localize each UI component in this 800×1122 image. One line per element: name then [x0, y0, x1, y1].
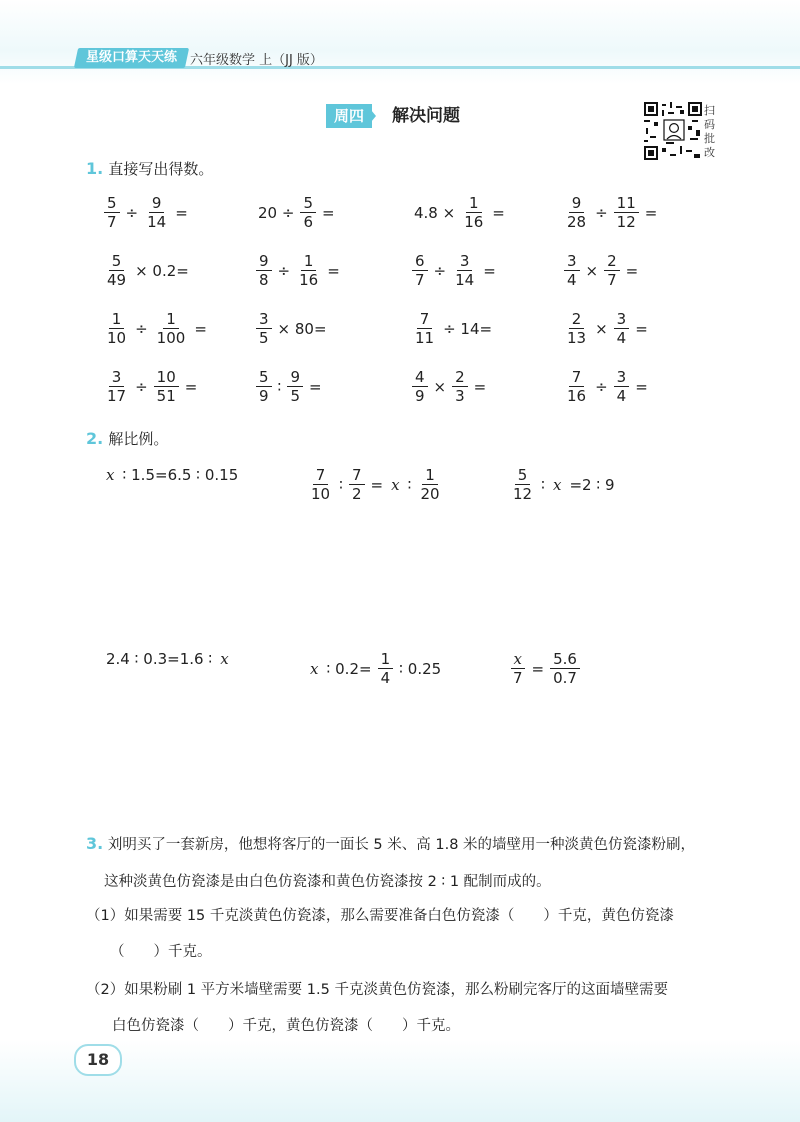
numerator: 1 [301, 252, 317, 271]
question-text: 直接写出得数。 [108, 160, 214, 178]
page-number: 18 [74, 1044, 122, 1076]
operator-text: = [194, 319, 207, 338]
fraction [550, 650, 580, 687]
denominator: 12 [513, 485, 533, 503]
operator-text: ÷ [595, 203, 608, 222]
operator-text: = [492, 203, 505, 222]
numerator: 3 [256, 310, 272, 329]
denominator: 12 [616, 213, 636, 231]
numerator: 5 [109, 252, 125, 271]
fraction [349, 466, 365, 503]
denominator: 49 [107, 271, 127, 289]
fraction [510, 466, 535, 503]
question-3-part-2: （2）如果粉刷 1 平方米墙壁需要 1.5 千克淡黄色仿瓷漆，那么粉刷完客厅的这面墙壁需要 [86, 982, 668, 998]
question-2-heading [86, 428, 168, 449]
fraction [412, 252, 428, 289]
question-3-line-1 [86, 834, 695, 855]
operator-text: = [184, 377, 198, 396]
denominator: 7 [415, 271, 425, 289]
numerator: 5 [300, 194, 316, 213]
denominator: 8 [259, 271, 269, 289]
denominator: 16 [464, 213, 484, 231]
denominator: 5 [259, 329, 269, 347]
fraction [510, 650, 526, 687]
denominator: 17 [107, 387, 127, 405]
variable-x: x [220, 650, 229, 668]
operator-text: ÷ [125, 203, 139, 222]
fraction [564, 368, 589, 405]
calc-item [254, 194, 339, 231]
calc-item [410, 310, 496, 347]
fraction [144, 194, 169, 231]
operator-text: 20 ÷ [258, 203, 295, 222]
operator-text: = [635, 319, 648, 338]
operator-text: × [595, 319, 608, 338]
numerator: 11 [614, 194, 639, 213]
fraction [452, 368, 468, 405]
brand-label: 星级口算天天练 [86, 50, 178, 65]
denominator: 11 [415, 329, 435, 347]
numerator: 6 [412, 252, 428, 271]
denominator: 7 [607, 271, 617, 289]
operator-text: ÷ [433, 261, 447, 280]
operator-text: ÷ [135, 319, 148, 338]
fraction [296, 252, 321, 289]
proportion-item [102, 466, 242, 484]
question-3-part-1: （1）如果需要 15 千克淡黄色仿瓷漆，那么需要准备白色仿瓷漆（ ）千克，黄色仿瓷漆 [86, 908, 674, 924]
denominator: 100 [156, 329, 186, 347]
numerator: 10 [154, 368, 179, 387]
fraction [378, 650, 394, 687]
denominator: 20 [420, 485, 440, 503]
fraction [104, 194, 120, 231]
qr-label: 扫码批改 [704, 104, 715, 159]
numerator: 5 [256, 368, 272, 387]
operator-text: ÷ [277, 261, 291, 280]
operator-text: ÷ [135, 377, 148, 396]
question-number: 2. [86, 429, 104, 448]
fraction [256, 252, 272, 289]
operator-text: = [644, 203, 658, 222]
fraction [300, 194, 316, 231]
question-3-part-1-cont: （ ）千克。 [110, 944, 212, 960]
variable-x: x [106, 466, 115, 484]
calc-item [410, 194, 509, 231]
numerator: 1 [466, 194, 482, 213]
fraction [154, 368, 179, 405]
fraction [461, 194, 486, 231]
operator-text: ÷ [595, 377, 608, 396]
question-3-line-2: 这种淡黄色仿瓷漆是由白色仿瓷漆和黄色仿瓷漆按 2 ∶ 1 配制而成的。 [104, 874, 551, 890]
denominator: 9 [259, 387, 269, 405]
denominator: 5 [290, 387, 300, 405]
operator-text: = [635, 377, 648, 396]
question-number: 1. [86, 159, 104, 178]
fraction [104, 310, 129, 347]
operator-text: ÷ 14= [443, 319, 493, 338]
numerator: x [511, 650, 525, 669]
denominator: 4 [380, 669, 391, 687]
fraction [564, 252, 580, 289]
operator-text: ∶ 1.5=6.5 ∶ 0.15 [122, 466, 239, 484]
numerator: 3 [457, 252, 473, 271]
calc-item [102, 368, 201, 405]
numerator: 1 [163, 310, 179, 329]
numerator: 4 [412, 368, 428, 387]
numerator: 7 [349, 466, 365, 485]
operator-text: = [309, 377, 322, 396]
denominator: 0.7 [553, 669, 577, 687]
numerator: 2 [452, 368, 468, 387]
question-number: 3. [86, 834, 104, 853]
denominator: 28 [567, 213, 587, 231]
fraction [614, 368, 630, 405]
calc-item [410, 252, 500, 289]
variable-x: x [391, 475, 400, 494]
question-text: 刘明买了一套新房，他想将客厅的一面长 5 米、高 1.8 米的墙壁用一种淡黄色仿瓷漆粉刷， [107, 837, 696, 853]
denominator: 13 [567, 329, 587, 347]
numerator: 3 [564, 252, 580, 271]
numerator: 3 [614, 368, 630, 387]
proportion-item [306, 466, 445, 503]
operator-text: = [175, 203, 188, 222]
brand-badge [74, 48, 189, 68]
numerator: 2 [569, 310, 585, 329]
calc-item [254, 310, 331, 347]
operator-text: = [473, 377, 487, 396]
operator-text: ∶ [277, 377, 282, 396]
fraction [614, 194, 639, 231]
proportion-item [508, 466, 619, 503]
fraction [564, 194, 589, 231]
numerator: 5 [104, 194, 120, 213]
grade-label: 六年级数学 上（JJ 版） [190, 53, 323, 68]
fraction [604, 252, 620, 289]
variable-x: x [553, 475, 562, 494]
fraction [614, 310, 630, 347]
calc-item [562, 368, 652, 405]
numerator: 5.6 [550, 650, 580, 669]
question-3-part-2-cont: 白色仿瓷漆（ ）千克，黄色仿瓷漆（ ）千克。 [112, 1018, 460, 1034]
calc-item [102, 252, 193, 289]
day-badge-arrow-icon [366, 104, 376, 128]
operator-text: 4.8 × [414, 203, 456, 222]
operator-text: ∶ 0.2= [326, 659, 372, 678]
operator-text: × [585, 261, 599, 280]
proportion-item [508, 650, 582, 687]
denominator: 4 [616, 329, 627, 347]
variable-x: x [310, 659, 319, 678]
numerator: 3 [614, 310, 630, 329]
operator-text: 2.4 ∶ 0.3=1.6 ∶ [106, 650, 213, 668]
numerator: 9 [256, 252, 272, 271]
fraction [412, 310, 437, 347]
operator-text: = [531, 659, 545, 678]
denominator: 10 [107, 329, 127, 347]
operator-text: = [625, 261, 639, 280]
denominator: 2 [352, 485, 362, 503]
numerator: 9 [149, 194, 165, 213]
denominator: 14 [147, 213, 167, 231]
operator-text: = [370, 475, 384, 494]
fraction [287, 368, 303, 405]
denominator: 4 [567, 271, 577, 289]
fraction [564, 310, 589, 347]
numerator: 7 [569, 368, 585, 387]
numerator: 1 [378, 650, 394, 669]
operator-text: × 0.2= [135, 261, 189, 280]
denominator: 16 [567, 387, 587, 405]
calc-item [410, 368, 490, 405]
proportion-item [102, 650, 233, 668]
question-1-heading [86, 158, 213, 179]
numerator: 9 [287, 368, 303, 387]
operator-text: = [321, 203, 335, 222]
numerator: 2 [604, 252, 620, 271]
calc-item [102, 194, 192, 231]
denominator: 16 [299, 271, 319, 289]
numerator: 7 [417, 310, 433, 329]
question-text: 解比例。 [108, 430, 169, 448]
operator-text: =2 ∶ 9 [569, 475, 615, 494]
numerator: 5 [515, 466, 531, 485]
fraction [308, 466, 333, 503]
operator-text: ∶ 0.25 [399, 659, 442, 678]
calc-item [254, 368, 326, 405]
calc-item [102, 310, 211, 347]
header-band [0, 0, 800, 84]
fraction [104, 368, 129, 405]
denominator: 7 [107, 213, 117, 231]
denominator: 10 [311, 485, 331, 503]
operator-text: = [327, 261, 340, 280]
fraction [104, 252, 129, 289]
operator-text: ∶ [541, 475, 545, 494]
denominator: 3 [455, 387, 465, 405]
denominator: 4 [616, 387, 627, 405]
qr-code-icon[interactable] [644, 102, 702, 160]
day-badge: 周四 [326, 104, 372, 128]
calc-item [254, 252, 344, 289]
fraction [154, 310, 189, 347]
operator-text: = [483, 261, 496, 280]
denominator: 9 [415, 387, 425, 405]
fraction [256, 368, 272, 405]
calc-item [562, 310, 652, 347]
page-title: 解决问题 [392, 106, 460, 126]
operator-text: × 80= [277, 319, 327, 338]
fraction [452, 252, 477, 289]
fraction [412, 368, 428, 405]
proportion-item [306, 650, 445, 687]
numerator: 3 [109, 368, 125, 387]
fraction [256, 310, 272, 347]
calc-item [562, 252, 642, 289]
denominator: 6 [303, 213, 313, 231]
denominator: 14 [455, 271, 475, 289]
operator-text: ∶ [407, 475, 412, 494]
denominator: 7 [513, 669, 523, 687]
operator-text: × [433, 377, 447, 396]
calc-item [562, 194, 661, 231]
numerator: 1 [109, 310, 125, 329]
numerator: 1 [422, 466, 438, 485]
fraction [418, 466, 443, 503]
operator-text: ∶ [339, 475, 343, 494]
numerator: 7 [313, 466, 329, 485]
numerator: 9 [569, 194, 585, 213]
denominator: 51 [156, 387, 176, 405]
